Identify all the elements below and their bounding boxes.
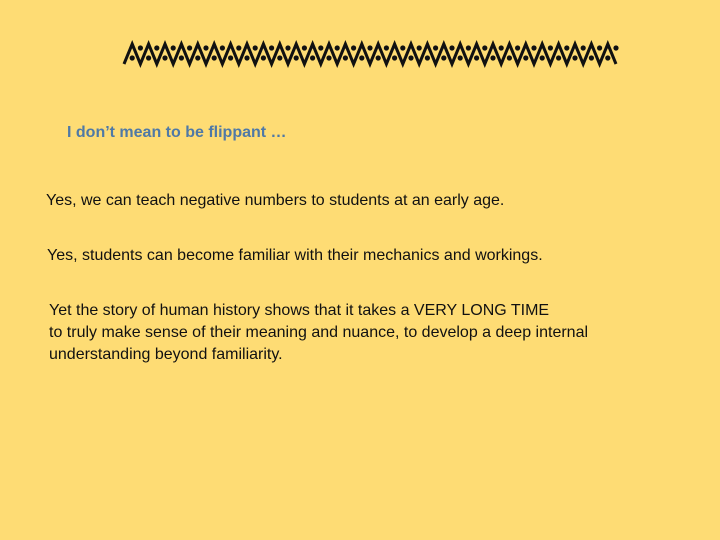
paragraph-early-age: Yes, we can teach negative numbers to students at an early age. [46,192,505,209]
paragraph-familiar-mechanics: Yes, students can become familiar with their mechanics and workings. [47,247,543,264]
slide-heading: I don’t mean to be flippant … [67,124,287,141]
paragraph-line: Yet the story of human history shows that it takes a VERY LONG TIME [49,302,550,319]
paragraph-line: to truly make sense of their meaning and nuance, to develop a deep internal [49,324,589,341]
paragraph-line: understanding beyond familiarity. [49,346,283,363]
zigzag-dot-border-icon [120,36,620,76]
paragraph-human-history [49,300,588,366]
